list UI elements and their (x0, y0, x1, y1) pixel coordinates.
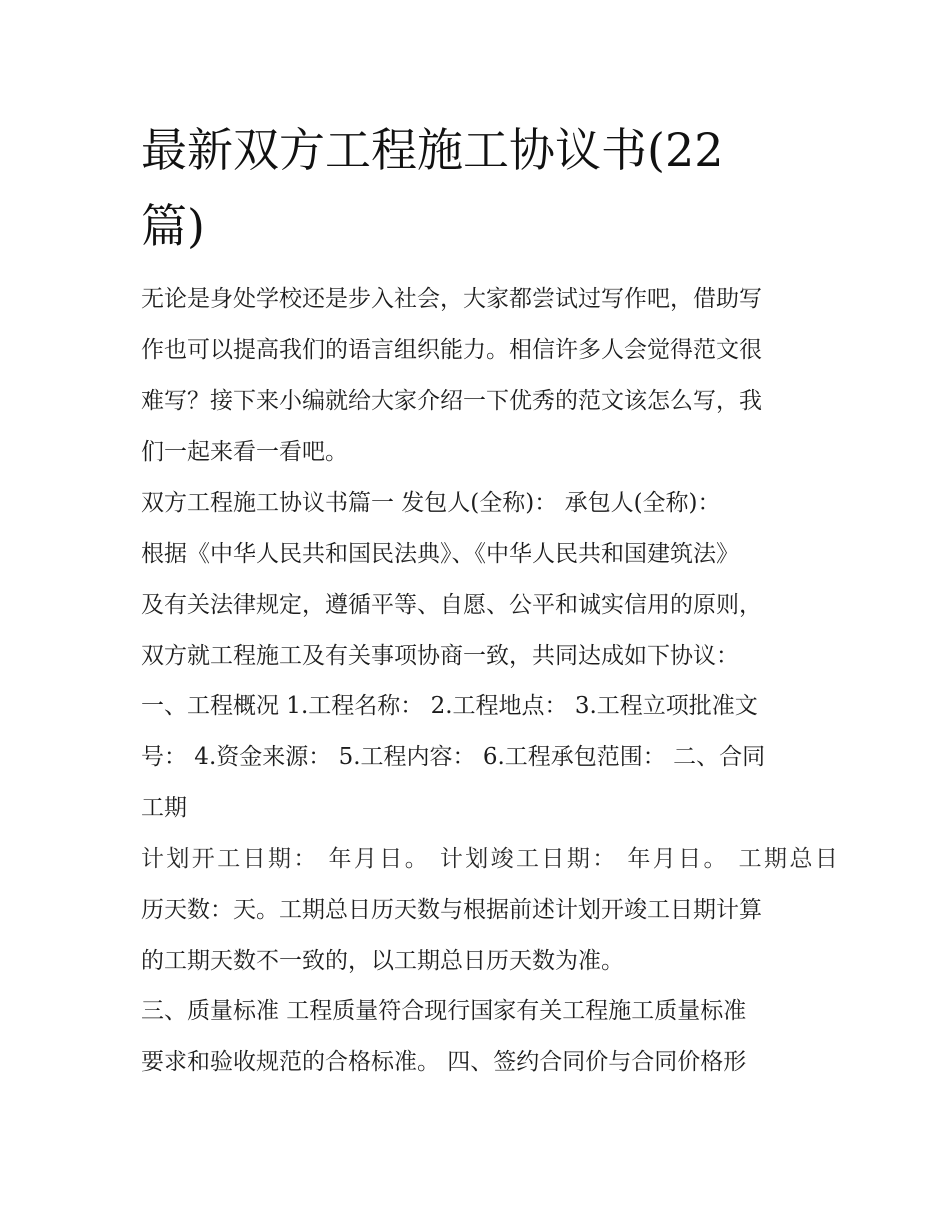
document-title: 最新双方工程施工协议书(22篇) (141, 123, 724, 253)
body-line: 难写？接下来小编就给大家介绍一下优秀的范文该怎么写，我 (141, 388, 762, 414)
body-line: 的工期天数不一致的，以工期总日历天数为准。 (141, 948, 624, 974)
body-line: 计划开工日期： 年月日。 计划竣工日期： 年月日。 工期总日 (141, 846, 841, 872)
body-line: 们一起来看一看吧。 (141, 439, 348, 465)
body-line: 根据《中华人民共和国民法典》、《中华人民共和国建筑法》 (141, 541, 739, 567)
body-line: 及有关法律规定，遵循平等、自愿、公平和诚实信用的原则， (141, 592, 762, 618)
body-line: 号： 4.资金来源： 5.工程内容： 6.工程承包范围： 二、合同 (141, 744, 766, 770)
body-line: 历天数：天。工期总日历天数与根据前述计划开竣工日期计算 (141, 897, 762, 923)
body-line: 作也可以提高我们的语言组织能力。相信许多人会觉得范文很 (141, 337, 762, 363)
body-line: 三、质量标准 工程质量符合现行国家有关工程施工质量标准 (141, 998, 747, 1024)
body-line: 无论是身处学校还是步入社会，大家都尝试过写作吧，借助写 (141, 286, 762, 312)
body-line: 双方就工程施工及有关事项协商一致，共同达成如下协议： (141, 643, 739, 669)
body-line: 工期 (141, 795, 187, 821)
body-line: 要求和验收规范的合格标准。 四、签约合同价与合同价格形 (141, 1049, 747, 1075)
body-line: 双方工程施工协议书篇一 发包人(全称)： 承包人(全称)： (141, 490, 721, 516)
body-line: 一、工程概况 1.工程名称： 2.工程地点： 3.工程立项批准文 (141, 693, 758, 719)
